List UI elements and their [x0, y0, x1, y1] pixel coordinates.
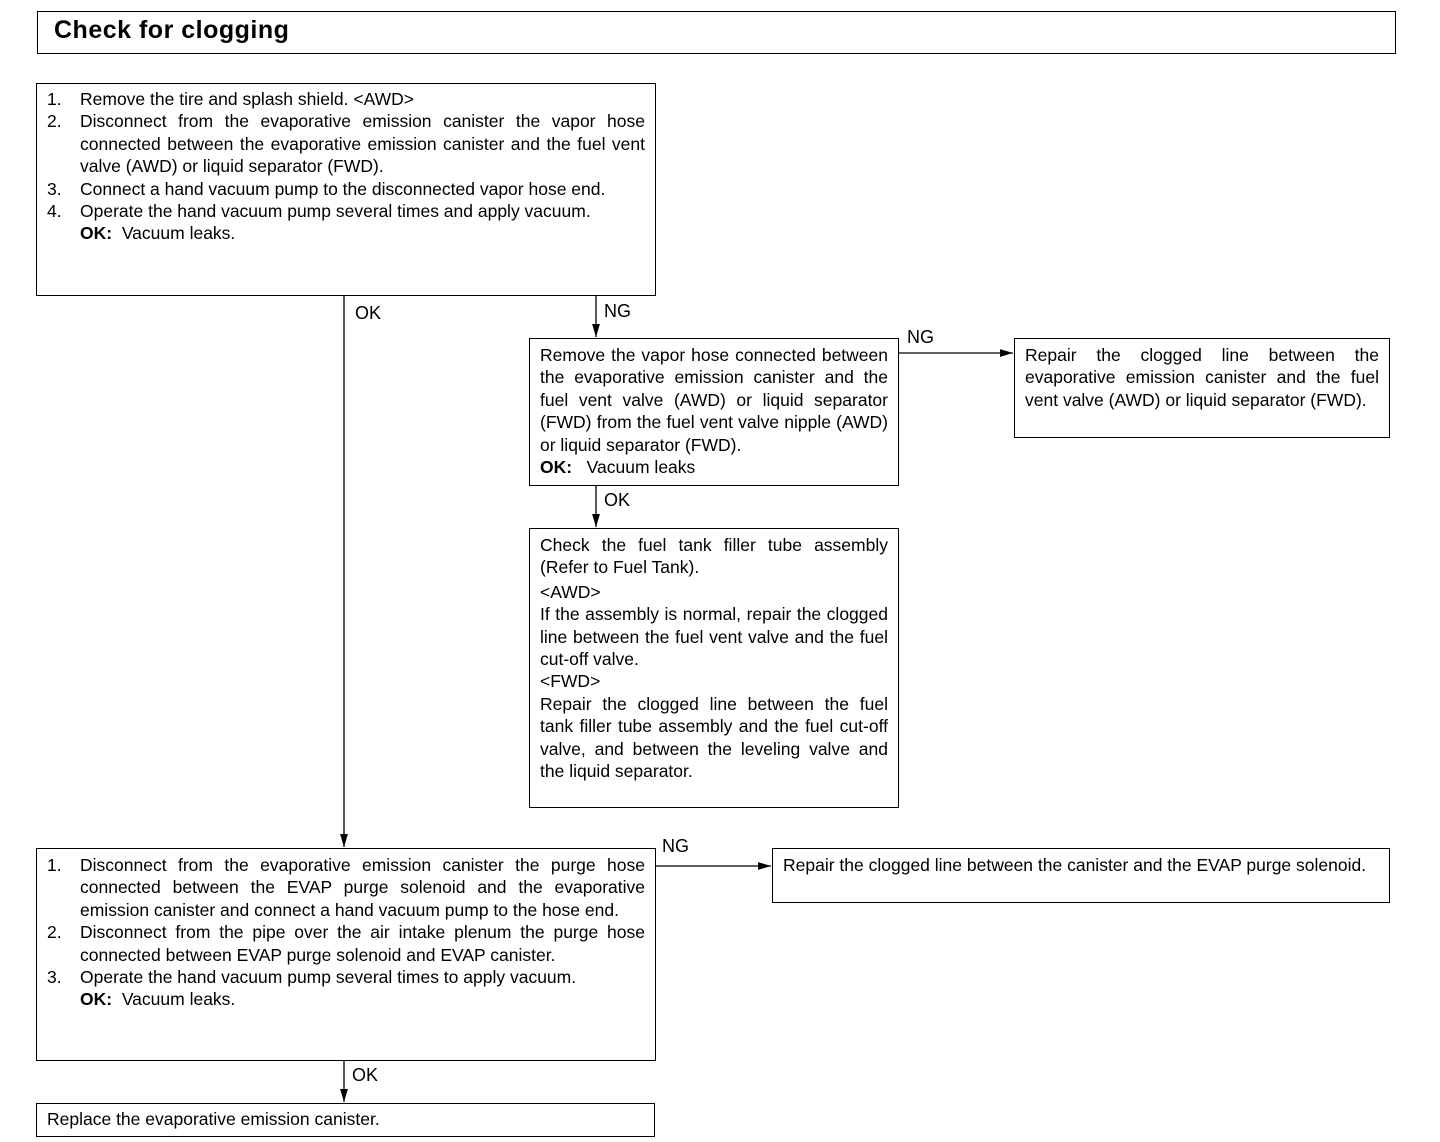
- step-item: 4. Operate the hand vacuum pump several times and apply vacuum. OK: Vacuum leaks.: [47, 201, 591, 244]
- label-ng: NG: [604, 301, 631, 321]
- label-ok: OK: [355, 303, 382, 323]
- step-box-remove-vapor-hose: Remove the vapor hose connected between the evaporative emission canister and the fuel vent valve (AWD) or liquid separator (FWD) from the fuel vent valve nipple (AWD) or liquid separator (FWD). OK: Vacuum leaks: [529, 338, 899, 486]
- result-box-replace-canister: Replace the evaporative emission canister.: [36, 1103, 655, 1137]
- step-item: 3. Operate the hand vacuum pump several times to apply vacuum. OK: Vacuum leaks.: [47, 967, 577, 1010]
- result-box-repair-line: Repair the clogged line between the evaporative emission canister and the fuel vent valve (AWD) or liquid separator (FWD).: [1014, 338, 1390, 438]
- step-item: 3. Connect a hand vacuum pump to the disconnected vapor hose end.: [47, 178, 606, 199]
- step-item: 2. Disconnect from the evaporative emission canister the vapor hose connected between the evaporative emission canister and the fuel vent valve (AWD) or liquid separator (FWD).: [47, 111, 645, 177]
- step-box-purge-hose-check: [36, 848, 656, 1061]
- label-ng: NG: [907, 327, 934, 347]
- result-box-repair-purge-line: Repair the clogged line between the canister and the EVAP purge solenoid.: [772, 848, 1390, 903]
- label-ok: OK: [604, 490, 631, 510]
- step-box-vapor-hose-check: [36, 83, 656, 296]
- step-item: 2. Disconnect from the pipe over the air intake plenum the purge hose connected between EVAP purge solenoid and EVAP canister.: [47, 922, 645, 965]
- step-item: 1. Disconnect from the evaporative emission canister the purge hose connected between the EVAP purge solenoid and the evaporative emission canister and connect a hand vacuum pump to the hose end.: [47, 855, 645, 920]
- label-ok: OK: [352, 1065, 379, 1085]
- label-ng: NG: [662, 836, 689, 856]
- page-title: Check for clogging: [37, 11, 1396, 54]
- step-item: 1. Remove the tire and splash shield. <AWD>: [47, 89, 414, 109]
- step-box-filler-tube: Check the fuel tank filler tube assembly (Refer to Fuel Tank). <AWD> If the assembly is normal, repair the clogged line between the fuel vent valve and the fuel cut-off valve. <FWD> Repair the clogged line between the fuel tank filler tube assembly and the fuel cut-off valve, and between the leveling valve and the liquid separator.: [529, 528, 899, 808]
